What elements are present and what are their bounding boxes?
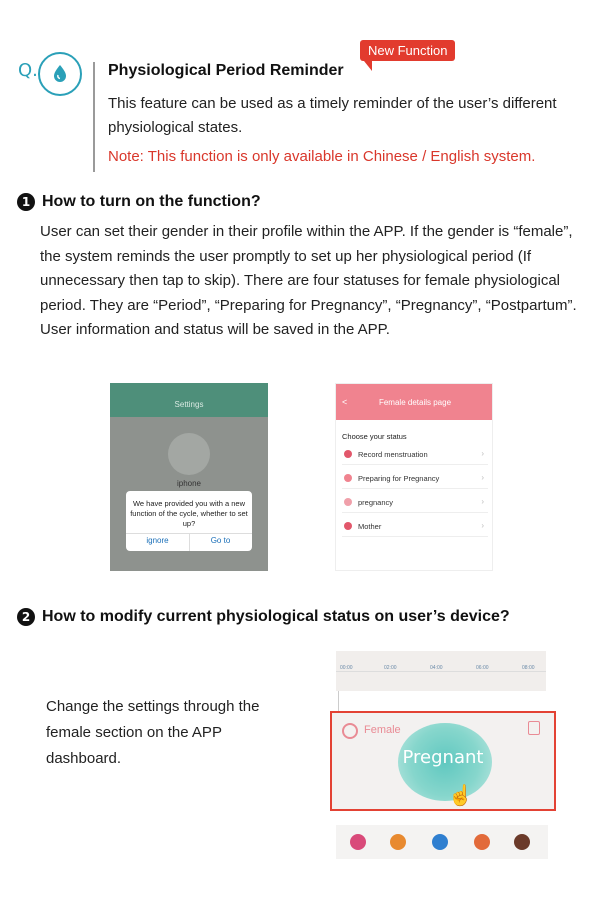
ignore-button[interactable]: ignore [146,536,169,545]
timeline-tick: 00:00 [340,665,353,671]
badge-tail [364,61,372,71]
status-option-label: Record menstruation [358,450,428,459]
drop-icon [50,63,70,83]
status-option[interactable] [342,492,488,513]
dock-icon-female[interactable] [350,834,366,850]
q-label: Q. [18,60,38,81]
status-text: Pregnant [402,747,484,768]
preparing-icon [344,474,352,482]
chevron-right-icon: › [481,521,484,530]
section2-body: Change the settings through the female section on the APP dashboard. [46,698,260,767]
feature-title: Physiological Period Reminder [108,62,344,79]
section1-body: User can set their gender in their profile within the APP. If the gender is “female”, the system reminds the user promptly to set up her physiological period (If unnecessary then tap to skip). There are four statuses for female physiological period. They are “Period”, “Preparing for Pregnancy”, “Pregnancy”, “Postpartum”. User information and status will be saved in the APP. [40,223,577,338]
timeline-line [336,671,546,672]
dialog-text: We have provided you with a new function of the cycle, whether to set up? [130,499,248,528]
feature-description: This feature can be used as a timely reminder of the user’s different physiological states. [108,95,557,136]
dock-icon-water[interactable] [432,834,448,850]
avatar [168,433,210,475]
page-title: Female details page [378,398,452,407]
timeline-tick: 04:00 [430,665,443,671]
tap-hand-icon: ☝ [448,785,473,807]
status-bar [110,383,268,393]
nav-title: Settings [110,393,268,417]
section2-heading: How to modify current physiological status on user’s device? [42,608,510,625]
status-option-label: pregnancy [358,498,394,507]
timeline-tick: 06:00 [476,665,489,671]
chevron-right-icon: › [481,449,484,458]
dock-icon-activity[interactable] [390,834,406,850]
device-name: iphone [176,479,202,488]
dashboard-dock [336,825,548,859]
female-section-card[interactable] [330,711,556,811]
section1-heading: How to turn on the function? [42,193,261,210]
pregnancy-icon [344,498,352,506]
dashboard-timeline [336,651,546,691]
menstruation-icon [344,450,352,458]
connector-line [338,691,339,711]
choose-status-label: Choose your status [342,432,407,441]
dock-icon-coffee[interactable] [514,834,530,850]
step-number-2: 2 [17,608,35,626]
setup-dialog [126,491,252,551]
feature-note: Note: This function is only available in Chinese / English system. [108,148,536,165]
status-option[interactable] [342,468,488,489]
dock-icon-weight[interactable] [474,834,490,850]
go-to-button[interactable]: Go to [210,536,231,545]
step-number-1: 1 [17,193,35,211]
chevron-right-icon: › [481,473,484,482]
phone-screenshot-female-details [335,383,493,571]
new-function-badge: New Function [360,40,455,61]
status-option-label: Preparing for Pregnancy [358,474,440,483]
timeline-tick: 08:00 [522,665,535,671]
chevron-right-icon: › [481,497,484,506]
status-option[interactable] [342,444,488,465]
mother-icon [344,522,352,530]
calendar-icon[interactable] [528,721,540,735]
heart-icon [342,723,358,739]
timeline-tick: 02:00 [384,665,397,671]
status-option-label: Mother [358,522,382,531]
back-icon[interactable]: < [342,397,348,407]
status-option[interactable] [342,516,488,537]
phone-screenshot-settings [110,383,268,571]
divider-bar [93,62,95,172]
female-label: Female [364,724,401,736]
